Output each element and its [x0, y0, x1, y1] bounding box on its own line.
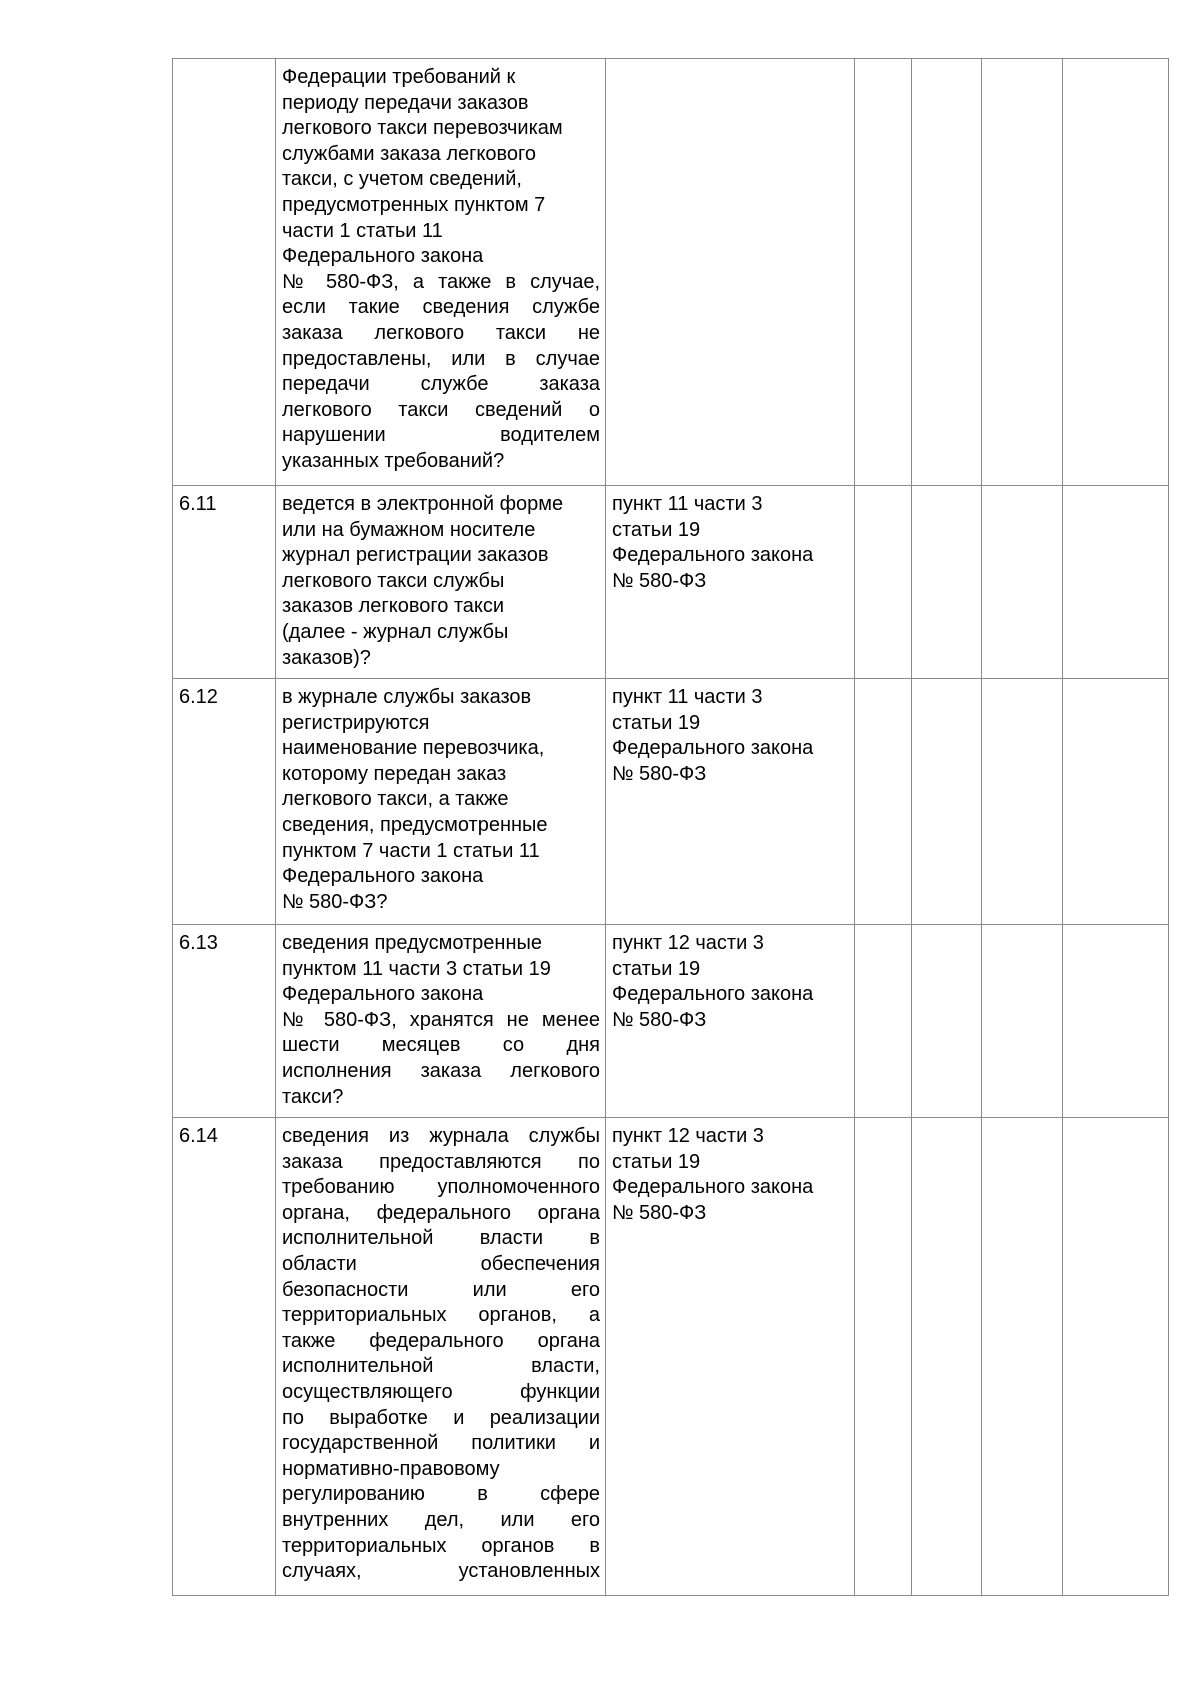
question-line: Федерального закона	[282, 983, 484, 1006]
requirement-question	[276, 486, 606, 679]
question-line: заказов легкового такси	[282, 595, 505, 618]
empty-cell	[912, 679, 982, 925]
question-line: территориальных органов, а	[282, 1304, 600, 1327]
table-row	[173, 925, 1169, 1118]
legal-reference	[606, 59, 855, 486]
empty-cell	[855, 486, 912, 679]
question-line: заказа легкового такси не	[282, 321, 600, 344]
empty-cell	[855, 59, 912, 486]
question-line: Федерального закона	[282, 865, 484, 888]
requirement-question	[276, 679, 606, 925]
legal-reference	[606, 679, 855, 925]
question-line: предоставлены, или в случае	[282, 347, 600, 370]
reference-line: пункт 12 части 3	[612, 932, 764, 954]
question-line: регистрируются	[282, 711, 430, 734]
question-line: государственной политики и	[282, 1432, 600, 1455]
question-line: нормативно-правовому	[282, 1457, 500, 1480]
empty-cell	[982, 925, 1063, 1118]
question-line: или на бумажном носителе	[282, 518, 536, 541]
empty-cell	[1063, 59, 1169, 486]
item-number: 6.14	[173, 1118, 276, 1596]
item-number: 6.13	[173, 925, 276, 1118]
empty-cell	[982, 1118, 1063, 1596]
question-line: случаях, установленных	[282, 1560, 600, 1583]
legal-reference	[606, 486, 855, 679]
item-number: 6.11	[173, 486, 276, 679]
reference-line: статьи 19	[612, 711, 701, 734]
question-line: шести месяцев со дня	[282, 1034, 600, 1057]
reference-line: Федерального закона	[612, 737, 814, 760]
question-line: заказов)?	[282, 646, 371, 669]
question-line: передачи службе заказа	[282, 373, 600, 396]
requirement-question	[276, 925, 606, 1118]
item-number	[173, 59, 276, 486]
question-line: сведения предусмотренные	[282, 932, 542, 954]
table-row	[173, 486, 1169, 679]
question-line: исполнительной власти в	[282, 1227, 600, 1250]
question-line: такси, с учетом сведений,	[282, 168, 522, 191]
table-row	[173, 679, 1169, 925]
empty-cell	[855, 679, 912, 925]
requirement-question	[276, 59, 606, 486]
question-line: заказа предоставляются по	[282, 1150, 600, 1173]
question-line: пунктом 7 части 1 статьи 11	[282, 839, 540, 862]
reference-line: № 580-ФЗ	[612, 1008, 707, 1031]
question-line: сведения, предусмотренные	[282, 813, 548, 836]
question-line: территориальных органов в	[282, 1534, 600, 1557]
empty-cell	[912, 1118, 982, 1596]
empty-cell	[855, 1118, 912, 1596]
reference-line: № 580-ФЗ	[612, 569, 707, 592]
question-line: ведется в электронной форме	[282, 493, 564, 515]
item-number: 6.12	[173, 679, 276, 925]
reference-line: статьи 19	[612, 957, 701, 980]
question-line: в журнале службы заказов	[282, 686, 532, 708]
question-line: наименование перевозчика,	[282, 737, 545, 760]
question-line: указанных требований?	[282, 449, 505, 472]
question-line: № 580-ФЗ?	[282, 890, 388, 913]
question-line: такси?	[282, 1085, 344, 1108]
question-line: легкового такси, а также	[282, 788, 509, 811]
reference-line: пункт 11 части 3	[612, 686, 763, 708]
question-line: периоду передачи заказов	[282, 91, 529, 114]
question-line: легкового такси сведений о	[282, 398, 600, 421]
empty-cell	[982, 486, 1063, 679]
requirement-question	[276, 1118, 606, 1596]
empty-cell	[982, 59, 1063, 486]
empty-cell	[912, 925, 982, 1118]
question-line: легкового такси службы	[282, 569, 505, 592]
question-line: безопасности или его	[282, 1278, 600, 1301]
empty-cell	[1063, 486, 1169, 679]
empty-cell	[982, 679, 1063, 925]
empty-cell	[1063, 679, 1169, 925]
question-line: № 580-ФЗ, а также в случае,	[282, 270, 600, 293]
question-line: области обеспечения	[282, 1252, 600, 1275]
reference-line: Федерального закона	[612, 544, 814, 567]
table-body	[173, 59, 1169, 1596]
question-line: Федерального закона	[282, 245, 484, 268]
reference-line: статьи 19	[612, 1150, 701, 1173]
reference-line: Федерального закона	[612, 983, 814, 1006]
question-line: журнал регистрации заказов	[282, 544, 549, 567]
empty-cell	[1063, 925, 1169, 1118]
empty-cell	[1063, 1118, 1169, 1596]
question-line: предусмотренных пунктом 7	[282, 193, 546, 216]
question-line: нарушении водителем	[282, 424, 600, 447]
empty-cell	[912, 59, 982, 486]
reference-line: № 580-ФЗ	[612, 1201, 707, 1224]
question-line: регулированию в сфере	[282, 1483, 600, 1506]
question-line: внутренних дел, или его	[282, 1508, 600, 1531]
question-line: № 580-ФЗ, хранятся не менее	[282, 1008, 600, 1031]
question-line: (далее - журнал службы	[282, 620, 509, 643]
question-line: осуществляющего функции	[282, 1380, 600, 1403]
reference-line: № 580-ФЗ	[612, 762, 707, 785]
question-line: также федерального органа	[282, 1329, 600, 1352]
table-row	[173, 1118, 1169, 1596]
question-line: исполнительной власти,	[282, 1355, 600, 1378]
reference-line: пункт 12 части 3	[612, 1125, 764, 1147]
question-line: которому передан заказ	[282, 762, 507, 785]
question-line: Федерации требований к	[282, 66, 516, 88]
question-line: сведения из журнала службы	[282, 1125, 600, 1147]
table-row	[173, 59, 1169, 486]
question-line: исполнения заказа легкового	[282, 1059, 600, 1082]
empty-cell	[855, 925, 912, 1118]
question-line: если такие сведения службе	[282, 296, 600, 319]
legal-reference	[606, 925, 855, 1118]
question-line: легкового такси перевозчикам	[282, 117, 563, 140]
requirements-table	[172, 58, 1169, 1596]
empty-cell	[912, 486, 982, 679]
reference-line: Федерального закона	[612, 1176, 814, 1199]
question-line: пунктом 11 части 3 статьи 19	[282, 957, 551, 980]
legal-reference	[606, 1118, 855, 1596]
question-line: службами заказа легкового	[282, 142, 537, 165]
question-line: по выработке и реализации	[282, 1406, 600, 1429]
question-line: органа, федерального органа	[282, 1201, 600, 1224]
question-line: требованию уполномоченного	[282, 1176, 600, 1199]
reference-line: статьи 19	[612, 518, 701, 541]
reference-line: пункт 11 части 3	[612, 493, 763, 515]
question-line: части 1 статьи 11	[282, 219, 443, 242]
